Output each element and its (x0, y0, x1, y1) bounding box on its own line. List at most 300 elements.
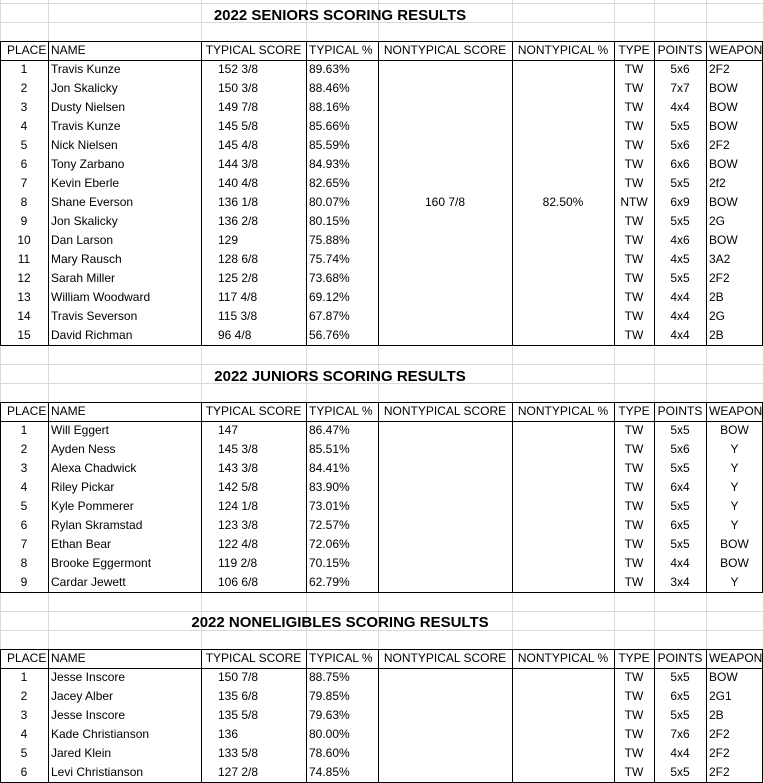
table-cell (512, 288, 614, 307)
table-cell: 67.87% (309, 309, 350, 323)
table-cell: Travis Severson (51, 309, 138, 323)
table-cell: BOW (709, 157, 738, 171)
table-row (0, 687, 763, 706)
table-cell (512, 573, 614, 592)
table-header-row (0, 649, 763, 668)
table-cell: 7x6 (670, 727, 690, 741)
table-cell: 75.88% (309, 233, 350, 247)
table-cell: 89.63% (309, 62, 350, 76)
column-header: NONTYPICAL % (517, 404, 609, 418)
table-cell (512, 744, 614, 763)
table-cell: TW (624, 556, 644, 570)
table-cell: TW (624, 81, 644, 95)
table-row (0, 763, 763, 782)
table-cell: 4x5 (670, 252, 690, 266)
table-border (0, 649, 763, 650)
table-cell: NTW (620, 195, 648, 209)
table-row (0, 725, 763, 744)
table-border (512, 649, 513, 783)
table-border (378, 649, 379, 783)
table-cell: 2G (709, 309, 726, 323)
table-cell: 6 (20, 518, 28, 532)
table-cell: TW (624, 214, 644, 228)
table-row (0, 250, 763, 269)
table-border (201, 402, 202, 593)
section-title: 2022 JUNIORS SCORING RESULTS (214, 368, 466, 385)
table-border (512, 402, 513, 593)
table-cell: 160 7/8 (424, 195, 466, 209)
table-cell: 79.63% (309, 708, 350, 722)
table-cell: 6x5 (670, 689, 690, 703)
table-cell: 4x6 (670, 233, 690, 247)
table-cell: 152 3/8 (218, 62, 259, 76)
table-cell: 117 4/8 (218, 290, 258, 304)
table-cell: BOW (709, 119, 738, 133)
column-header: TYPE (618, 651, 650, 665)
table-cell (378, 744, 512, 763)
table-cell: 80.00% (309, 727, 350, 741)
table-cell: 124 1/8 (218, 499, 259, 513)
table-cell: 2F2 (709, 765, 730, 779)
table-cell: 85.66% (309, 119, 350, 133)
table-cell: 1 (20, 423, 28, 437)
table-cell (378, 516, 512, 535)
table-cell: 2G (709, 214, 726, 228)
table-cell: 5x5 (670, 537, 690, 551)
table-cell: 2B (709, 290, 724, 304)
table-cell: 4 (20, 727, 28, 741)
column-header: TYPICAL % (309, 404, 373, 418)
table-cell: 5x5 (670, 499, 690, 513)
table-row (0, 212, 763, 231)
table-cell: 145 5/8 (218, 119, 259, 133)
table-cell: Jesse Inscore (51, 670, 126, 684)
table-border (0, 41, 1, 346)
table-border (762, 402, 763, 593)
table-border (706, 402, 707, 593)
table-cell: TW (624, 233, 644, 247)
table-cell: 72.57% (309, 518, 350, 532)
table-row (0, 193, 763, 212)
table-cell: TW (624, 423, 644, 437)
column-header: NONTYPICAL SCORE (383, 43, 507, 57)
column-header: TYPICAL % (309, 651, 373, 665)
table-cell: Brooke Eggermont (51, 556, 152, 570)
column-header: PLACE (7, 404, 47, 418)
column-header: NAME (51, 43, 86, 57)
table-cell: 7x7 (670, 81, 690, 95)
table-cell: TW (624, 518, 644, 532)
table-cell: Y (730, 480, 739, 494)
table-cell: TW (624, 575, 644, 589)
table-border (0, 649, 1, 783)
table-cell: 11 (17, 252, 31, 266)
table-cell: BOW (720, 556, 749, 570)
table-cell: TW (624, 499, 644, 513)
table-cell: 4x4 (670, 309, 690, 323)
table-cell: 5x5 (670, 423, 690, 437)
table-cell: Ethan Bear (51, 537, 112, 551)
table-row (0, 744, 763, 763)
table-border (306, 41, 307, 346)
table-cell: 136 2/8 (218, 214, 259, 228)
table-cell: TW (624, 100, 644, 114)
table-cell: 5x6 (670, 62, 690, 76)
table-cell: 4 (20, 119, 28, 133)
table-cell (512, 706, 614, 725)
table-border (654, 649, 655, 783)
table-border (201, 41, 202, 346)
table-cell: 13 (17, 290, 31, 304)
table-cell (378, 79, 512, 98)
table-border (0, 402, 763, 403)
table-border (706, 41, 707, 346)
column-header: NONTYPICAL SCORE (383, 404, 507, 418)
table-cell: 5x5 (670, 271, 690, 285)
table-row (0, 706, 763, 725)
table-border (0, 402, 1, 593)
table-row (0, 231, 763, 250)
table-cell (378, 687, 512, 706)
table-cell (512, 231, 614, 250)
table-cell: 85.51% (309, 442, 350, 456)
table-cell: 7 (20, 176, 28, 190)
table-cell: 6x6 (670, 157, 690, 171)
table-row (0, 307, 763, 326)
table-row (0, 459, 763, 478)
table-cell: 5x6 (670, 138, 690, 152)
table-cell (512, 212, 614, 231)
table-cell: 4x4 (670, 746, 690, 760)
table-cell: 2G1 (709, 689, 732, 703)
column-header: NONTYPICAL % (517, 43, 609, 57)
table-cell (512, 250, 614, 269)
table-row (0, 478, 763, 497)
table-cell: 4x4 (670, 328, 690, 342)
table-border (654, 402, 655, 593)
column-header: TYPICAL SCORE (205, 404, 302, 418)
table-cell: 8 (20, 195, 28, 209)
table-cell (378, 269, 512, 288)
table-cell: 149 7/8 (218, 100, 259, 114)
table-cell: 5x6 (670, 442, 690, 456)
table-cell: 4x4 (670, 556, 690, 570)
table-row (0, 554, 763, 573)
table-cell: 88.46% (309, 81, 350, 95)
table-border (48, 402, 49, 593)
table-cell: TW (624, 537, 644, 551)
table-row (0, 668, 763, 687)
column-header: TYPICAL SCORE (205, 651, 302, 665)
table-cell: TW (624, 290, 644, 304)
table-cell: Travis Kunze (51, 119, 121, 133)
table-cell: 79.85% (309, 689, 350, 703)
table-cell: Rylan Skramstad (51, 518, 143, 532)
table-row (0, 573, 763, 592)
table-cell: 83.90% (309, 480, 350, 494)
table-cell: 4x4 (670, 290, 690, 304)
table-cell: William Woodward (51, 290, 151, 304)
table-cell: BOW (709, 81, 738, 95)
table-cell: 1 (20, 62, 28, 76)
table-border (654, 41, 655, 346)
table-cell: Y (730, 575, 739, 589)
table-cell: 5x5 (670, 176, 690, 190)
table-border (48, 41, 49, 346)
table-cell (512, 459, 614, 478)
results-table (0, 402, 763, 593)
table-cell: Alexa Chadwick (51, 461, 137, 475)
table-cell: Sarah Miller (51, 271, 116, 285)
table-row (0, 79, 763, 98)
table-cell: 12 (17, 271, 31, 285)
column-header: TYPE (618, 404, 650, 418)
table-cell (378, 554, 512, 573)
table-cell: 5x5 (670, 461, 690, 475)
table-cell: 14 (17, 309, 31, 323)
table-cell (512, 136, 614, 155)
column-header: NONTYPICAL % (517, 651, 609, 665)
table-header-row (0, 402, 763, 421)
table-row (0, 98, 763, 117)
table-cell (512, 155, 614, 174)
table-cell (378, 725, 512, 744)
table-cell (378, 60, 512, 79)
table-cell: 136 1/8 (218, 195, 259, 209)
table-cell: Dan Larson (51, 233, 114, 247)
table-cell (512, 535, 614, 554)
table-cell: 145 3/8 (218, 442, 259, 456)
table-cell: TW (624, 442, 644, 456)
table-cell: TW (624, 461, 644, 475)
table-cell: 135 5/8 (218, 708, 259, 722)
table-cell: 74.85% (309, 765, 350, 779)
table-cell: 5x5 (670, 670, 690, 684)
table-cell: 2F2 (709, 62, 730, 76)
table-cell: 85.59% (309, 138, 350, 152)
column-header: NAME (51, 651, 86, 665)
table-cell: BOW (709, 100, 738, 114)
table-border (0, 41, 763, 42)
table-cell: 2 (20, 81, 28, 95)
column-header: PLACE (7, 651, 47, 665)
table-border (614, 41, 615, 346)
table-cell: Will Eggert (51, 423, 110, 437)
table-cell: 147 (218, 423, 239, 437)
table-cell: Kevin Eberle (51, 176, 120, 190)
table-cell: 6x4 (670, 480, 690, 494)
table-cell: 5 (20, 499, 28, 513)
table-cell: 72.06% (309, 537, 350, 551)
table-cell (512, 440, 614, 459)
table-cell: TW (624, 252, 644, 266)
table-border (0, 592, 763, 593)
table-cell: 4 (20, 480, 28, 494)
table-cell: 9 (20, 575, 28, 589)
table-cell: 5x5 (670, 119, 690, 133)
table-border (0, 668, 763, 669)
section-title: 2022 NONELIGIBLES SCORING RESULTS (191, 614, 489, 631)
table-border (306, 402, 307, 593)
table-border (706, 649, 707, 783)
table-cell (512, 554, 614, 573)
table-cell: 10 (17, 233, 31, 247)
table-cell: TW (624, 157, 644, 171)
table-row (0, 117, 763, 136)
table-cell: Cardar Jewett (51, 575, 126, 589)
table-cell (378, 136, 512, 155)
table-cell: 115 3/8 (218, 309, 258, 323)
table-cell: Travis Kunze (51, 62, 121, 76)
table-cell: Y (730, 499, 739, 513)
table-header-row (0, 41, 763, 60)
table-cell (378, 421, 512, 440)
table-cell (512, 307, 614, 326)
table-cell (378, 459, 512, 478)
table-cell: 88.75% (309, 670, 350, 684)
table-cell: Jacey Alber (51, 689, 114, 703)
table-cell: 106 6/8 (218, 575, 259, 589)
table-row (0, 136, 763, 155)
section-title: 2022 SENIORS SCORING RESULTS (213, 7, 467, 24)
table-row (0, 155, 763, 174)
table-cell (378, 573, 512, 592)
table-cell: TW (624, 309, 644, 323)
table-cell: 119 2/8 (218, 556, 258, 570)
table-row (0, 288, 763, 307)
table-cell: Shane Everson (51, 195, 134, 209)
table-cell: TW (624, 119, 644, 133)
table-cell: 2F2 (709, 746, 730, 760)
table-row (0, 269, 763, 288)
table-cell (378, 307, 512, 326)
table-cell: TW (624, 62, 644, 76)
table-cell: 9 (20, 214, 28, 228)
table-cell: Ayden Ness (51, 442, 116, 456)
column-header: TYPICAL % (309, 43, 373, 57)
table-cell (512, 79, 614, 98)
table-cell (378, 250, 512, 269)
table-cell: BOW (709, 670, 738, 684)
table-cell (512, 668, 614, 687)
table-cell: BOW (709, 195, 738, 209)
table-cell: 96 4/8 (218, 328, 252, 342)
table-cell: Y (730, 442, 739, 456)
table-cell: 69.12% (309, 290, 350, 304)
table-row (0, 60, 763, 79)
table-cell (378, 155, 512, 174)
table-cell: 123 3/8 (218, 518, 259, 532)
table-row (0, 535, 763, 554)
table-cell: TW (624, 746, 644, 760)
table-cell (378, 478, 512, 497)
table-cell: Jared Klein (51, 746, 112, 760)
table-cell: 82.65% (309, 176, 350, 190)
column-header: TYPICAL SCORE (205, 43, 302, 57)
table-cell (378, 440, 512, 459)
table-cell (512, 763, 614, 782)
table-cell: David Richman (51, 328, 133, 342)
table-cell: 5 (20, 746, 28, 760)
table-cell (512, 497, 614, 516)
table-row (0, 497, 763, 516)
table-cell: 3 (20, 100, 28, 114)
column-header: WEAPON (709, 651, 763, 665)
table-cell: 3 (20, 708, 28, 722)
table-cell: Jon Skalicky (51, 214, 118, 228)
table-row (0, 174, 763, 193)
column-header: POINTS (657, 43, 703, 57)
table-cell (378, 288, 512, 307)
table-row (0, 421, 763, 440)
table-cell: Jesse Inscore (51, 708, 126, 722)
table-cell: BOW (720, 537, 749, 551)
table-cell (512, 117, 614, 136)
table-cell: 136 (218, 727, 239, 741)
table-cell: Dusty Nielsen (51, 100, 126, 114)
table-cell: Kade Christianson (51, 727, 150, 741)
table-cell: 145 4/8 (218, 138, 259, 152)
table-cell (378, 763, 512, 782)
column-header: WEAPON (709, 404, 763, 418)
table-cell: Nick Nielsen (51, 138, 118, 152)
table-border (0, 345, 763, 346)
table-cell: 144 3/8 (218, 157, 259, 171)
table-cell: 86.47% (309, 423, 350, 437)
table-cell: 2 (20, 689, 28, 703)
table-cell (378, 98, 512, 117)
table-cell: 2F2 (709, 727, 730, 741)
table-row (0, 440, 763, 459)
results-table (0, 649, 763, 783)
table-cell: 140 4/8 (218, 176, 259, 190)
table-cell (512, 60, 614, 79)
table-cell: 2F2 (709, 138, 730, 152)
table-cell: 70.15% (309, 556, 350, 570)
table-cell: 80.07% (309, 195, 350, 209)
table-border (762, 41, 763, 346)
table-cell: 3A2 (709, 252, 731, 266)
table-cell (512, 269, 614, 288)
table-cell: 7 (20, 537, 28, 551)
table-cell: TW (624, 480, 644, 494)
table-cell (378, 174, 512, 193)
table-cell: 133 5/8 (218, 746, 259, 760)
column-header: TYPE (618, 43, 650, 57)
table-cell: 84.93% (309, 157, 350, 171)
column-header: POINTS (657, 651, 703, 665)
table-cell: Riley Pickar (51, 480, 115, 494)
table-border (614, 649, 615, 783)
table-cell (512, 516, 614, 535)
table-cell: 84.41% (309, 461, 350, 475)
table-row (0, 516, 763, 535)
table-cell: TW (624, 328, 644, 342)
table-cell: 88.16% (309, 100, 350, 114)
table-cell: 80.15% (309, 214, 350, 228)
table-cell: TW (624, 176, 644, 190)
table-cell (512, 725, 614, 744)
table-cell (512, 174, 614, 193)
table-cell: 6 (20, 157, 28, 171)
table-cell: Levi Christianson (51, 765, 144, 779)
table-cell: 73.01% (309, 499, 350, 513)
table-cell (512, 478, 614, 497)
table-cell: TW (624, 138, 644, 152)
table-cell (512, 687, 614, 706)
table-cell: 6x5 (670, 518, 690, 532)
table-cell: TW (624, 708, 644, 722)
